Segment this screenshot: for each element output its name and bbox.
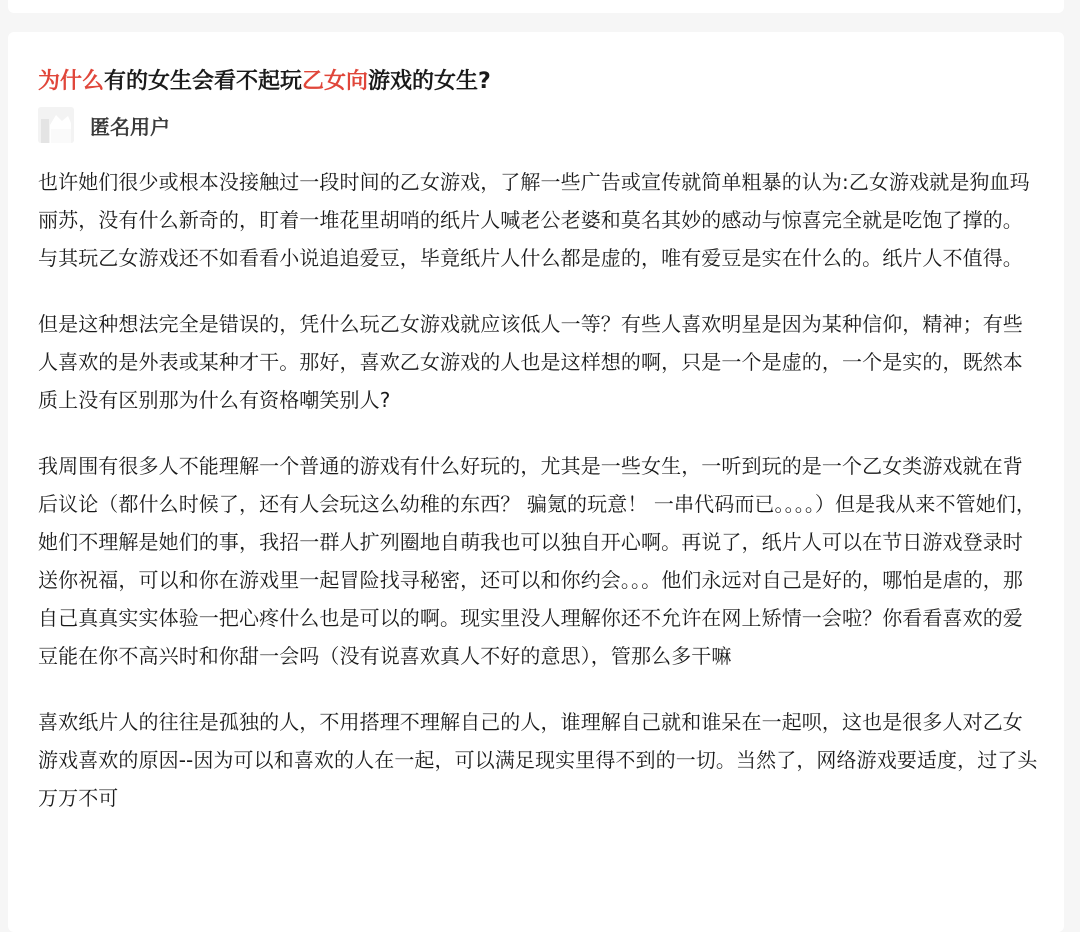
title-segment-2: 有的女生会看不起玩 [104,69,303,94]
answer-content [38,163,1038,845]
answer-paragraph-1: 也许她们很少或根本没接触过一段时间的乙女游戏，了解一些广告或宣传就简单粗暴的认为:乙女游戏就是狗血玛丽苏，没有什么新奇的，盯着一堆花里胡哨的纸片人喊老公老婆和莫名其妙的感动与惊喜完全就是吃饱了撑的。与其玩乙女游戏还不如看看小说追追爱豆，毕竟纸片人什么都是虚的，唯有爱豆是实在什么的。纸片人不值得。 [38,170,1030,270]
answer-paragraph-3: 我周围有很多人不能理解一个普通的游戏有什么好玩的，尤其是一些女生，一听到玩的是一个乙女类游戏就在背后议论（都什么时候了，还有人会玩这么幼稚的东西？ 骗氪的玩意！ 一串代码而已。。。。）但是我从来不管她们，她们不理解是她们的事，我招一群人扩列圈地自萌我也可以独自开心啊。再说了，纸片人可以在节日游戏登录时送你祝福，可以和你在游戏里一起冒险找寻秘密，还可以和你约会。。。他们永远对自己是好的，哪怕是虐的，那自己真真实实体验一把心疼什么也是可以的啊。现实里没人理解你还不允许在网上矫情一会啦？你看看喜欢的爱豆能在你不高兴时和你甜一会吗（没有说喜欢真人不好的意思），管那么多干嘛 [38,454,1037,668]
previous-card [8,0,1064,13]
answer-paragraph-2: 但是这种想法完全是错误的，凭什么玩乙女游戏就应该低人一等？有些人喜欢明星是因为某种信仰，精神；有些人喜欢的是外表或某种才干。那好，喜欢乙女游戏的人也是这样想的啊，只是一个是虚的，一个是实的，既然本质上没有区别那为什么有资格嘲笑别人? [38,312,1023,412]
title-highlight-3: 乙女向 [302,69,369,94]
author-info [38,107,170,143]
question-title[interactable] [38,67,491,97]
answer-card [8,32,1064,932]
title-segment-4: 游戏的女生? [368,69,491,94]
anonymous-avatar-icon[interactable] [38,107,74,143]
author-name[interactable]: 匿名用户 [90,114,170,139]
answer-paragraph-4: 喜欢纸片人的往往是孤独的人，不用搭理不理解自己的人，谁理解自己就和谁呆在一起呗，这也是很多人对乙女游戏喜欢的原因--因为可以和喜欢的人在一起，可以满足现实里得不到的一切。当然了，网络游戏要适度，过了头万万不可 [38,710,1038,810]
title-highlight-1: 为什么 [38,69,105,94]
